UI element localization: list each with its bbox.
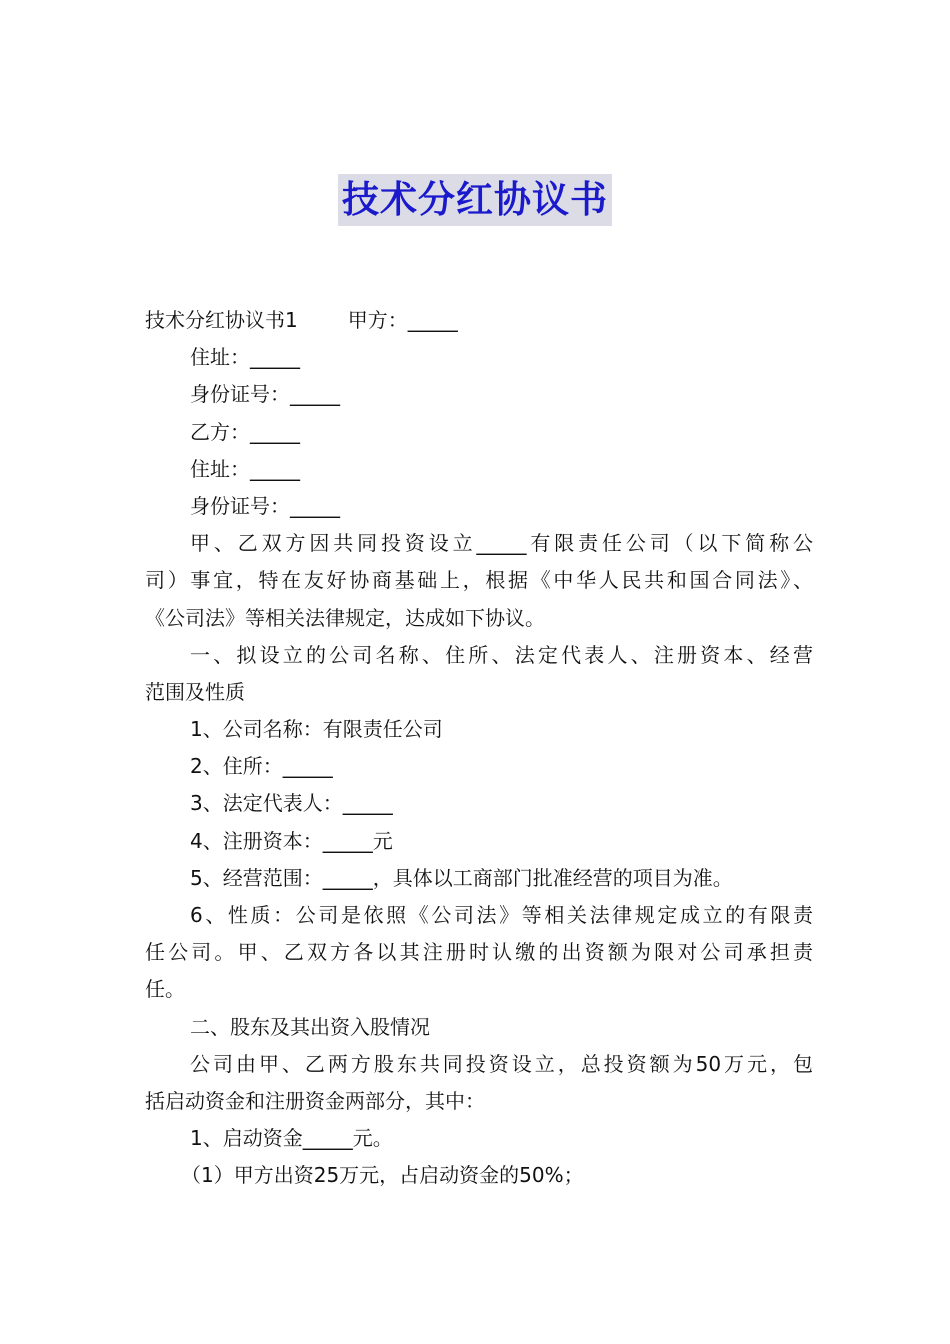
party-a-header-line: [145, 302, 813, 339]
agreement-subtitle: 技术分红协议书1: [145, 308, 298, 332]
paragraph-line: 任公司。甲、乙双方各以其注册时认缴的出资额为限对公司承担责: [145, 940, 813, 965]
title-container: [0, 174, 950, 226]
list-item: 5、经营范围：_____，具体以工商部门批准经营的项目为准。: [190, 865, 733, 890]
paragraph-line: 司）事宜，特在友好协商基础上，根据《中华人民共和国合同法》、: [145, 568, 813, 593]
paragraph-line: 括启动资金和注册资金两部分，其中：: [145, 1088, 485, 1113]
list-item: 6、性质：公司是依照《公司法》等相关法律规定成立的有限责: [190, 903, 813, 927]
list-item: 1、公司名称：有限责任公司: [190, 717, 443, 742]
list-item: 3、法定代表人：_____: [190, 791, 393, 816]
paragraph-line: 公司由甲、乙两方股东共同投资设立，总投资额为50万元，包: [190, 1051, 813, 1076]
document-title: 技术分红协议书: [338, 174, 612, 226]
list-item: 2、住所：_____: [190, 754, 333, 779]
section-heading-1: 一、拟设立的公司名称、住所、法定代表人、注册资本、经营: [190, 642, 813, 667]
party-a-label: 甲方：_____: [347, 308, 458, 332]
list-item: 4、注册资本：_____元: [190, 828, 393, 853]
document-body: [145, 302, 813, 1195]
list-item: 1、启动资金_____元。: [190, 1126, 393, 1151]
sub-list-item: （1）甲方出资25万元，占启动资金的50%；: [181, 1163, 584, 1188]
party-b-label: 乙方：_____: [190, 419, 300, 444]
paragraph-line: 任。: [145, 977, 185, 1002]
party-a-address: 住址：_____: [190, 345, 300, 370]
party-b-id-number: 身份证号：_____: [190, 493, 340, 518]
paragraph-line: 甲、乙双方因共同投资设立_____有限责任公司（以下简称公: [190, 531, 813, 556]
section-heading-1-cont: 范围及性质: [145, 679, 245, 704]
paragraph-line: 《公司法》等相关法律规定，达成如下协议。: [145, 605, 545, 630]
party-b-address: 住址：_____: [190, 456, 300, 481]
party-a-id-number: 身份证号：_____: [190, 382, 340, 407]
section-heading-2: 二、股东及其出资入股情况: [190, 1014, 430, 1039]
